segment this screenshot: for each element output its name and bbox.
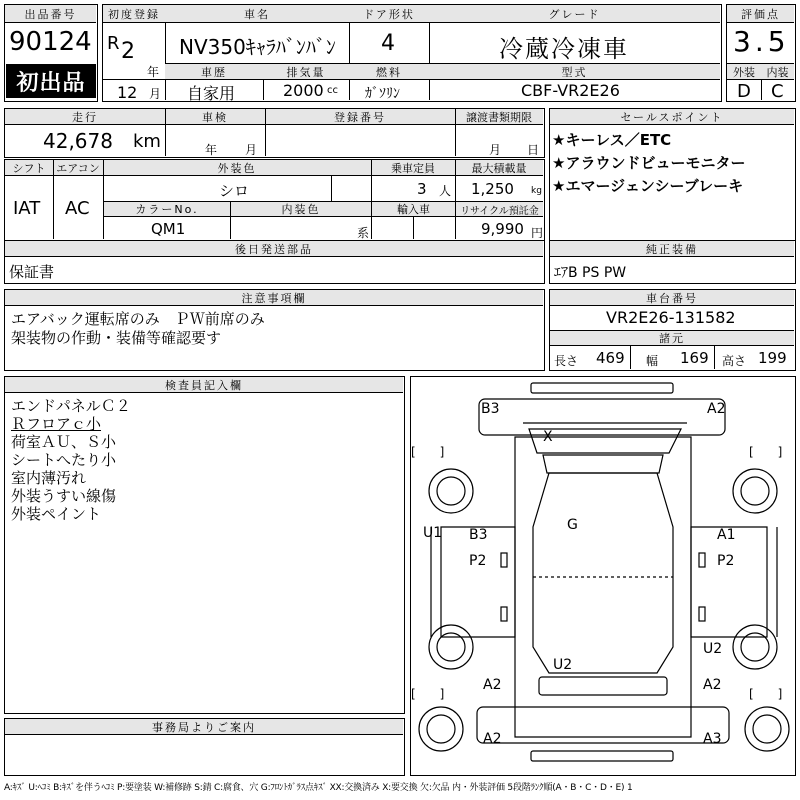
bracket-left-top: [ ] — [411, 445, 445, 459]
mark-a2-bottom: A2 — [483, 731, 502, 747]
transfer-month-unit: 月 — [489, 143, 502, 157]
door-label: ドア形状 — [349, 5, 429, 22]
header-main-box — [102, 4, 722, 102]
selling-points-box — [549, 108, 796, 241]
inspector-label: 検査員記入欄 — [5, 377, 403, 392]
bracket-left-bottom: [ ] — [411, 687, 445, 701]
mileage-unit: km — [133, 131, 161, 152]
int-color-unit: 系 — [357, 226, 370, 240]
equipment: ｴｱB PS PW — [554, 265, 627, 281]
mark-a2-top: A2 — [707, 401, 726, 417]
car-diagram — [411, 377, 794, 774]
recycle-unit: 円 — [531, 226, 544, 240]
mark-a2-right: A2 — [703, 677, 722, 693]
width: 169 — [680, 349, 709, 367]
mileage-box — [4, 108, 545, 158]
height: 199 — [758, 349, 787, 367]
shift: IAT — [13, 198, 41, 219]
reg-no-label: 登録番号 — [265, 109, 455, 124]
mileage: 42,678 — [43, 129, 113, 153]
color-no-label: カラーNo. — [104, 202, 230, 216]
inspector-line-4: シートへたり小 — [11, 451, 117, 469]
inspector-line-2: Ｒフロアｃ小 — [11, 415, 102, 433]
int-grade-label: 内装 — [761, 64, 794, 79]
ext-color-label: 外装色 — [103, 160, 371, 175]
lot-number-label: 出品番号 — [5, 5, 96, 22]
month-unit: 月 — [149, 87, 162, 101]
mark-a2-left: A2 — [483, 677, 502, 693]
dims-label: 諸元 — [550, 331, 794, 345]
caution-line-2: 架装物の作動・装備等確認要す — [11, 329, 222, 347]
mark-g: G — [567, 517, 578, 533]
fuel: ｶﾞｿﾘﾝ — [365, 86, 400, 102]
legend-footer: A:ｷｽﾞ U:ﾍｺﾐ B:ｷｽﾞを伴うﾍｺﾐ P:要塗装 W:補修跡 S:錆 C:腐食、穴 G:ﾌﾛﾝﾄｶﾞﾗｽ点ｷｽﾞ XX:交換済み X:要交換 欠:欠品 内・外装評価 5段階ﾗﾝｸ順(A・B・C・D・E) 1 — [4, 783, 633, 793]
score-label: 評価点 — [727, 5, 794, 22]
ext-color: シロ — [219, 182, 250, 200]
selling-point-2: ★アラウンドビューモニター — [552, 154, 746, 172]
ext-grade: D — [737, 81, 751, 102]
mark-a3-bottom: A3 — [703, 731, 722, 747]
doors: 4 — [381, 31, 395, 56]
model-label: 型式 — [429, 64, 720, 79]
max-load-label: 最大積載量 — [455, 160, 543, 175]
year: 2 — [121, 39, 135, 64]
ext-grade-label: 外装 — [727, 64, 761, 79]
spec-box — [4, 159, 545, 241]
transfer-label: 譲渡書類期限 — [455, 109, 543, 124]
car-name-label: 車名 — [165, 5, 349, 22]
width-label: 幅 — [646, 354, 659, 368]
ac: AC — [65, 198, 90, 219]
inspector-box — [4, 376, 405, 714]
insp-month-unit: 月 — [245, 143, 258, 157]
era: R — [107, 33, 120, 54]
length: 469 — [596, 349, 625, 367]
equipment-box — [549, 240, 796, 284]
inspector-line-1: エンドパネルＣ２ — [11, 397, 131, 415]
displacement: 2000 — [283, 81, 324, 100]
mileage-label: 走行 — [5, 109, 165, 124]
height-label: 高さ — [722, 354, 747, 368]
chassis-label: 車台番号 — [550, 290, 794, 305]
later-parts: 保証書 — [9, 263, 55, 281]
later-parts-box — [4, 240, 545, 284]
history-label: 車歴 — [165, 64, 263, 79]
inspector-line-7: 外装ペイント — [11, 505, 102, 523]
month: 12 — [117, 83, 138, 102]
office-box — [4, 718, 405, 776]
length-label: 長さ — [554, 354, 579, 368]
bracket-right-bottom: [ ] — [749, 687, 783, 701]
ac-label: エアコン — [53, 160, 103, 175]
first-listing-badge: 初出品 — [6, 64, 96, 98]
bracket-right-top: [ ] — [749, 445, 783, 459]
car-name: NV350ｷｬﾗﾊﾞﾝﾊﾞﾝ — [179, 35, 336, 59]
mark-p2-right: P2 — [717, 553, 735, 569]
mark-p2-left: P2 — [469, 553, 487, 569]
caution-box — [4, 289, 545, 371]
inspection-label: 車検 — [165, 109, 265, 124]
chassis-number: VR2E26-131582 — [606, 308, 736, 327]
capacity-unit: 人 — [439, 184, 452, 198]
mark-u1: U1 — [423, 525, 443, 541]
office-label: 事務局よりご案内 — [5, 719, 403, 734]
first-reg-label: 初度登録 — [103, 5, 165, 22]
score: 3.5 — [733, 25, 790, 58]
color-no: QM1 — [151, 220, 186, 238]
mark-u2-center: U2 — [553, 657, 573, 673]
caution-label: 注意事項欄 — [5, 290, 543, 305]
selling-point-1: ★キーレス／ETC — [552, 131, 672, 149]
int-color-label: 内装色 — [231, 202, 371, 216]
mark-x: X — [543, 429, 553, 445]
fuel-label: 燃料 — [349, 64, 429, 79]
inspector-line-3: 荷室ＡＵ、Ｓ小 — [11, 433, 117, 451]
int-grade: C — [771, 81, 784, 102]
mark-b3-top: B3 — [481, 401, 500, 417]
equipment-label: 純正装備 — [550, 241, 794, 256]
inspector-line-5: 室内薄汚れ — [11, 469, 87, 487]
mark-b3-left: B3 — [469, 527, 488, 543]
import-label: 輸入車 — [372, 202, 455, 216]
capacity: 3 — [417, 180, 427, 198]
max-load-unit: kg — [531, 186, 542, 196]
max-load: 1,250 — [471, 180, 514, 198]
mark-u2-right: U2 — [703, 641, 723, 657]
history: 自家用 — [187, 84, 236, 103]
year-unit: 年 — [147, 65, 160, 79]
displacement-label: 排気量 — [263, 64, 349, 79]
score-box — [726, 4, 796, 102]
inspector-line-6: 外装うすい線傷 — [11, 487, 117, 505]
selling-points-label: セールスポイント — [550, 109, 794, 124]
mark-a1-right: A1 — [717, 527, 736, 543]
insp-year-unit: 年 — [205, 143, 218, 157]
model: CBF-VR2E26 — [521, 81, 620, 100]
recycle: 9,990 — [481, 220, 524, 238]
recycle-label: リサイクル預託金 — [456, 202, 543, 216]
displacement-unit: cc — [327, 85, 338, 96]
chassis-box — [549, 289, 796, 371]
lot-number: 90124 — [9, 27, 92, 57]
car-diagram-box — [410, 376, 796, 776]
capacity-label: 乗車定員 — [371, 160, 455, 175]
transfer-day-unit: 日 — [527, 143, 540, 157]
shift-label: シフト — [5, 160, 53, 175]
grade-label: グレード — [429, 5, 720, 22]
selling-point-3: ★エマージェンシーブレーキ — [552, 177, 744, 195]
grade: 冷蔵冷凍車 — [499, 35, 629, 63]
caution-line-1: エアバック運転席のみ ＰＷ前席のみ — [11, 310, 265, 328]
later-parts-label: 後日発送部品 — [5, 241, 543, 256]
